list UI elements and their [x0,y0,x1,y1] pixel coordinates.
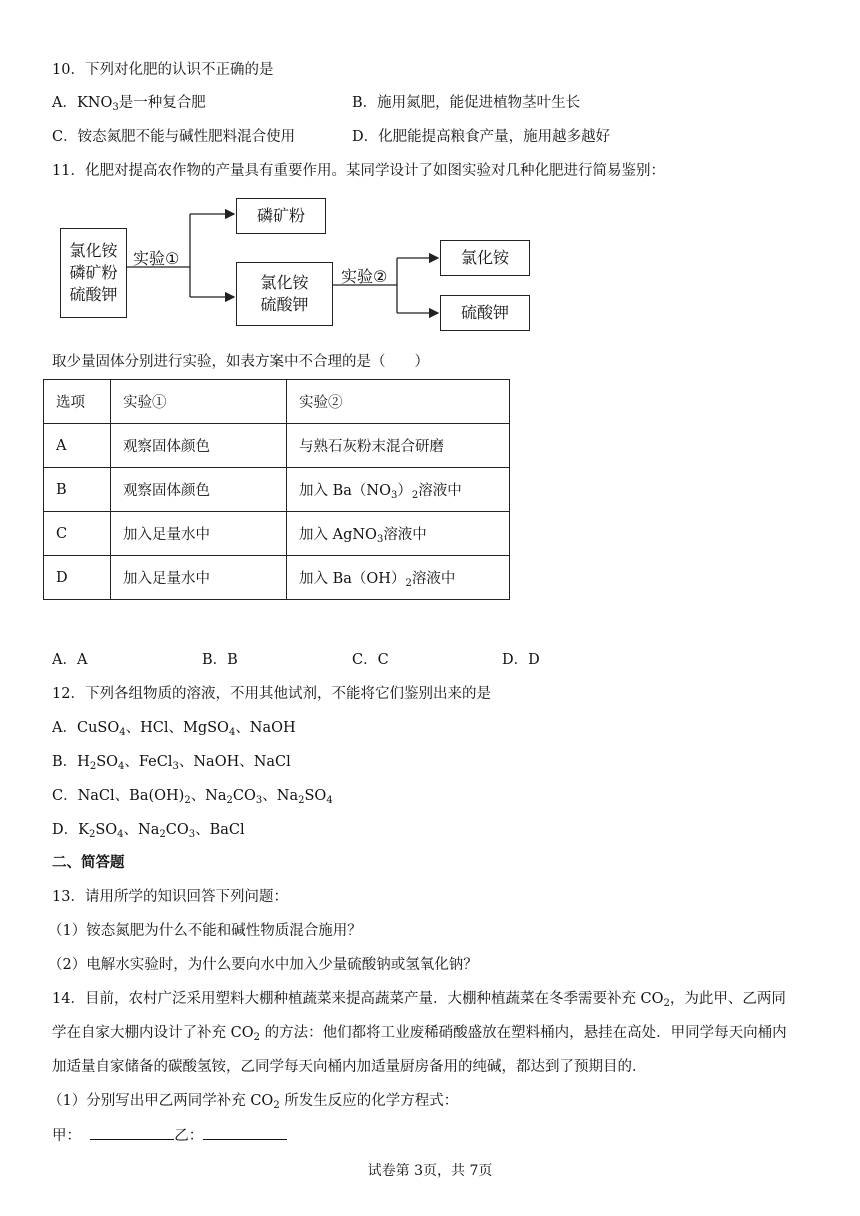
start-box-mixture [60,228,127,318]
table-row [44,424,510,468]
q11-choice-d: D．D [502,652,540,668]
q14-line2: 学在自家大棚内设计了补充 $CO_2$ 的方法：他们都将工业废稀硝酸盛放在塑料桶内，悬挂在高处．甲同学每天向桶内 [52,1025,787,1043]
start-box-item: 磷矿粉 [69,263,118,282]
table-header-cell: 实验① [111,380,287,424]
section-heading: 二、简答题 [52,854,125,871]
table-row [44,556,510,600]
q13-part2: （2）电解水实验时，为什么要向水中加入少量硫酸钠或氢氧化钠？ [48,957,478,973]
middle-box [236,262,333,326]
middle-box-item: 氯化铵 [260,273,309,292]
q14-line3: 加适量自家储备的碳酸氢铵，乙同学每天向桶内加适量厨房备用的纯碱，都达到了预期目的． [52,1059,647,1075]
table-cell-exp2: 与熟石灰粉末混合研磨 [287,424,510,468]
table-cell-exp2: 加入 $Ba(NO_3)_2$溶液中 [287,468,510,512]
q11-experiment-table [43,379,510,600]
q13-part1: （1）铵态氮肥为什么不能和碱性物质混合施用？ [48,923,362,939]
q11-choice-a: A．A [52,652,88,668]
q14-part1: （1）分别写出甲乙两同学补充 $CO_2$ 所发生反应的化学方程式： [48,1093,459,1111]
label-yi: 乙： [174,1128,204,1144]
table-cell-exp2: 加入 $Ba(OH)_2$溶液中 [287,556,510,600]
table-cell-option: C [44,512,111,556]
table-header-row [44,380,510,424]
q11-choice-c: C．C [352,652,389,668]
q13-stem: 13．请用所学的知识回答下列问题： [52,889,288,905]
q14-answer-line [52,1125,287,1146]
diagram-connectors [0,0,860,340]
table-header-cell: 选项 [44,380,111,424]
table-cell-exp1: 观察固体颜色 [111,424,287,468]
start-box-item: 氯化铵 [69,241,118,260]
table-row [44,512,510,556]
q11-table-intro: 取少量固体分别进行实验，如表方案中不合理的是（ ） [52,354,429,370]
start-box-item: 硫酸钾 [69,285,118,304]
q10-option-a: A．$KNO_3$是一种复合肥 [52,95,206,113]
q10-option-b: B．施用氮肥，能促进植物茎叶生长 [352,95,581,111]
exp1-label: 实验① [133,249,180,268]
table-cell-option: A [44,424,111,468]
exp2-result-top-box: 氯化铵 [440,240,530,276]
q12-option-c: C．NaCl、$Ba(OH)_2$、$Na_2CO_3$、$Na_2SO_4$ [52,788,333,806]
page-footer: 试卷第 3页，共 7页 [367,1163,493,1179]
table-cell-exp1: 加入足量水中 [111,512,287,556]
q10-stem: 10．下列对化肥的认识不正确的是 [52,62,274,78]
q11-stem: 11．化肥对提高农作物的产量具有重要作用。某同学设计了如图实验对几种化肥进行简易鉴别： [52,163,665,179]
q14-line1: 14．目前，农村广泛采用塑料大棚种植蔬菜来提高蔬菜产量．大棚种植蔬菜在冬季需要补充 $CO_2$，为此甲、乙两同 [52,991,786,1009]
q10-option-d: D．化肥能提高粮食产量，施用越多越好 [352,129,611,145]
q12-option-a: A．CuSO$_4$、HCl、MgSO$_4$、NaOH [52,720,296,738]
answer-blank-jia[interactable] [90,1125,174,1140]
table-cell-exp2: 加入 AgNO$_3$溶液中 [287,512,510,556]
label-jia: 甲： [52,1128,81,1144]
q10-option-c: C．铵态氮肥不能与碱性肥料混合使用 [52,129,296,145]
table-cell-exp1: 观察固体颜色 [111,468,287,512]
middle-box-item: 硫酸钾 [260,295,309,314]
answer-blank-yi[interactable] [203,1125,287,1140]
table-row [44,468,510,512]
table-cell-option: B [44,468,111,512]
table-header-cell: 实验② [287,380,510,424]
table-cell-option: D [44,556,111,600]
table-cell-exp1: 加入足量水中 [111,556,287,600]
q12-option-b: B．$H_2SO_4$、FeCl$_3$、NaOH、NaCl [52,754,291,772]
exp2-label: 实验② [341,267,388,286]
q11-choice-b: B．B [202,652,238,668]
q12-stem: 12．下列各组物质的溶液，不用其他试剂，不能将它们鉴别出来的是 [52,686,491,702]
exp2-result-bottom-box: 硫酸钾 [440,295,530,331]
q12-option-d: D．$K_2SO_4$、$Na_2CO_3$、BaCl [52,822,245,840]
exp1-result-box: 磷矿粉 [236,198,326,234]
